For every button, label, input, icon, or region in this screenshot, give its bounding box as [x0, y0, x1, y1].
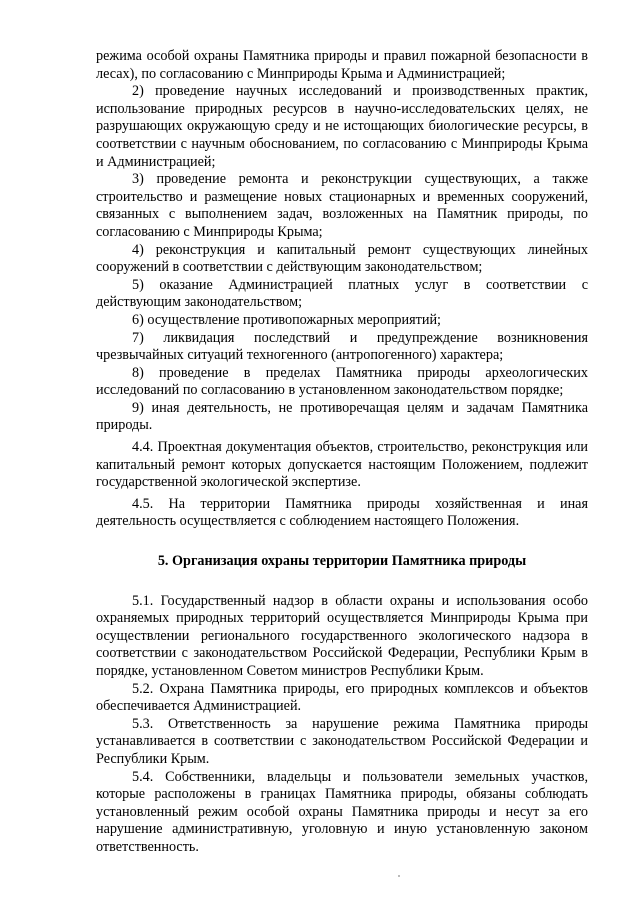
- list-item-7: 7) ликвидация последствий и предупреждение возникновения чрезвычайных ситуаций техногенного (антропогенного) характера;: [96, 329, 588, 364]
- clause-5-4: 5.4. Собственники, владельцы и пользователи земельных участков, которые расположены в границах Памятника природы, обязаны соблюдать установленный режим особой охраны Памятника природы и несут за его нарушение административную, уголовную и иную установленную законом ответственность.: [96, 768, 588, 855]
- list-item-2: 2) проведение научных исследований и производственных практик, использование природных ресурсов в научно-исследовательских целях, не разрушающих окружающую среду и не истощающих биологические ресурсы, в соответствии с научным обоснованием, по согласованию с Минприроды Крыма и Администрацией;: [96, 83, 588, 170]
- document-page: [96, 48, 588, 857]
- scan-speck: [398, 875, 400, 877]
- clause-5-1: 5.1. Государственный надзор в области охраны и использования особо охраняемых природных территорий осуществляется Минприроды Крыма при осуществлении регионального государственного экологического надзора в соответствии с законодательством Российской Федерации, Республики Крым в порядке, установленном Советом министров Республики Крым.: [96, 592, 588, 679]
- list-item-3: 3) проведение ремонта и реконструкции существующих, а также строительство и размещение новых стационарных и временных сооружений, связанных с выполнением задач, возложенных на Памятник природы, по согласованию с Минприроды Крыма;: [96, 171, 588, 240]
- clause-5-2: 5.2. Охрана Памятника природы, его природных комплексов и объектов обеспечивается Администрацией.: [96, 680, 588, 715]
- clause-4-5: 4.5. На территории Памятника природы хозяйственная и иная деятельность осуществляется с соблюдением настоящего Положения.: [96, 495, 588, 530]
- clause-4-4: 4.4. Проектная документация объектов, строительство, реконструкция или капитальный ремонт которых допускается настоящим Положением, подлежит государственной экологической экспертизе.: [96, 439, 588, 491]
- section-heading: 5. Организация охраны территории Памятника природы: [157, 553, 527, 570]
- list-item-9: 9) иная деятельность, не противоречащая целям и задачам Памятника природы.: [96, 399, 588, 434]
- list-item-8: 8) проведение в пределах Памятника природы археологических исследований по согласованию в установленном законодательством порядке;: [96, 364, 588, 399]
- list-item-4: 4) реконструкция и капитальный ремонт существующих линейных сооружений в соответствии с действующим законодательством;: [96, 241, 588, 276]
- paragraph-continuation: режима особой охраны Памятника природы и правил пожарной безопасности в лесах), по согласованию с Минприроды Крыма и Администрацией;: [96, 48, 588, 82]
- clause-5-3: 5.3. Ответственность за нарушение режима Памятника природы устанавливается в соответствии с законодательством Российской Федерации и Республики Крым.: [96, 715, 588, 767]
- list-item-5: 5) оказание Администрацией платных услуг в соответствии с действующим законодательством;: [96, 276, 588, 311]
- list-item-6: 6) осуществление противопожарных мероприятий;: [132, 311, 441, 328]
